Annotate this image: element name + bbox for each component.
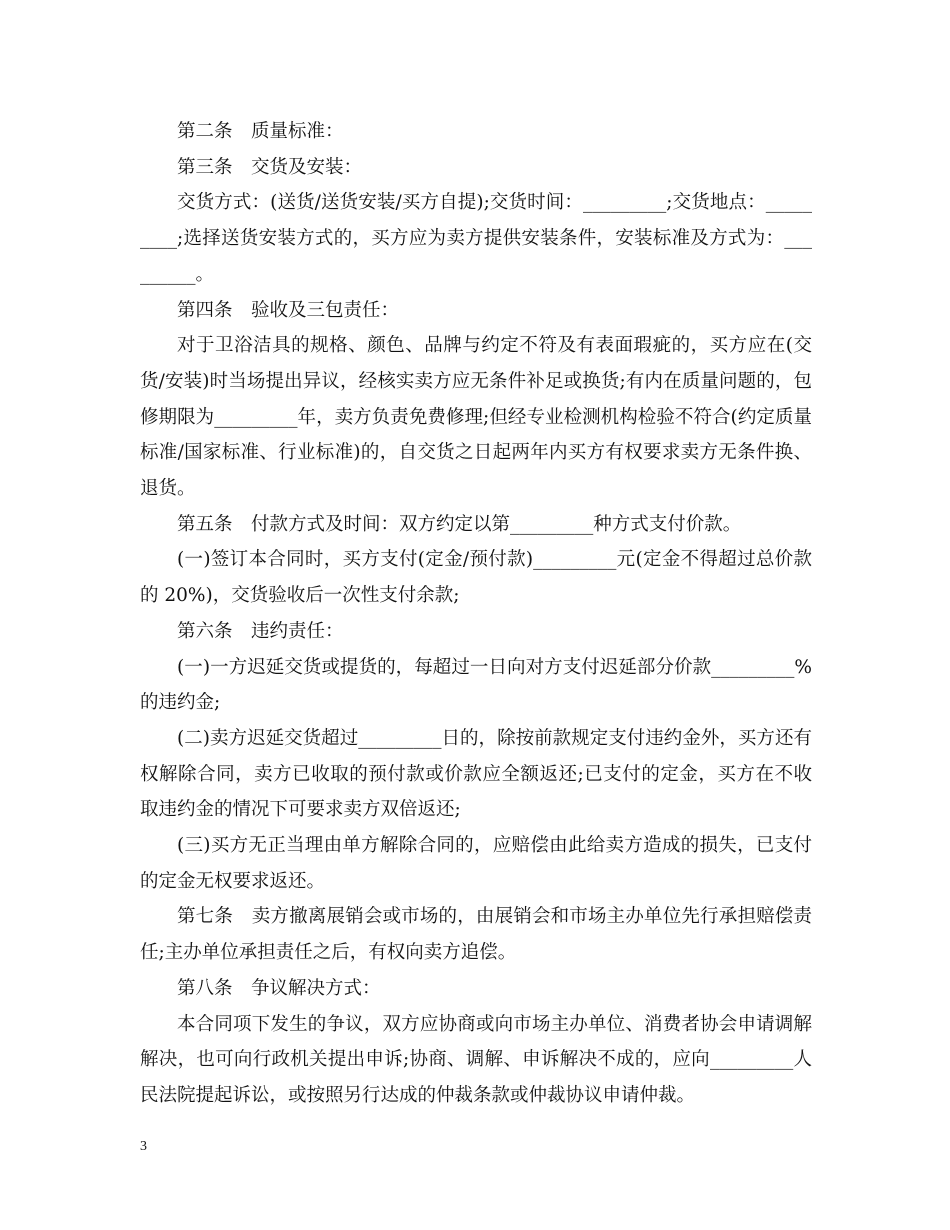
clause-6-heading: 第六条 违约责任： (177, 620, 344, 642)
clause-6-item-3: (三)买方无正当理由单方解除合同的，应赔偿由此给卖方造成的损失，已支付的定金无权要求返还。 (140, 835, 812, 892)
clause-6-item-2: (二)卖方迟延交货超过_________日的，除按前款规定支付违约金外，买方还有权解除合同，卖方已收取的预付款或价款应全额返还;已支付的定金，买方在不收取违约金的情况下可要求卖方双倍返还; (140, 727, 812, 821)
clause-3-heading: 第三条 交货及安装： (177, 156, 363, 178)
clause-7-paragraph: 第七条 卖方撤离展销会或市场的，由展销会和市场主办单位先行承担赔偿责任;主办单位承担责任之后，有权向卖方追偿。 (140, 906, 812, 964)
clause-2-heading: 第二条 质量标准： (177, 121, 344, 142)
clause-5-item-1: (一)签订本合同时，买方支付(定金/预付款)_________元(定金不得超过总价款的 20%)，交货验收后一次性支付余款; (140, 549, 812, 607)
clause-5-payment-paragraph: 第五条 付款方式及时间：双方约定以第_________种方式支付价款。 (177, 513, 742, 535)
clause-4-acceptance-paragraph: 对于卫浴洁具的规格、颜色、品牌与约定不符及有表面瑕疵的，买方应在(交货/安装)时当场提出异议，经核实卖方应无条件补足或换货;有内在质量问题的，包修期限为_________年，卖方负责免费修理;但经专业检测机构检验不符合(约定质量标准/国家标准、行业标准)的，自交货之日起两年内买方有权要求卖方无条件换、退货。 (140, 335, 812, 500)
clause-4-heading: 第四条 验收及三包责任： (177, 299, 400, 321)
document-body (140, 114, 812, 1114)
clause-6-item-1: (一)一方迟延交货或提货的，每超过一日向对方支付迟延部分价款_________%的违约金; (140, 656, 812, 714)
clause-8-heading: 第八条 争议解决方式： (177, 977, 381, 999)
clause-3-delivery-paragraph: 交货方式：(送货/送货安装/买方自提);交货时间：_________;交货地点：_________;选择送货安装方式的，买方应为卖方提供安装条件，安装标准及方式为：_________。 (140, 192, 812, 285)
clause-8-dispute-paragraph: 本合同项下发生的争议，双方应协商或向市场主办单位、消费者协会申请调解解决，也可向行政机关提出申诉;协商、调解、申诉解决不成的，应向_________人民法院提起诉讼，或按照另行达成的仲裁条款或仲裁协议申请仲裁。 (140, 1013, 812, 1106)
page-number: 3 (140, 1139, 147, 1154)
